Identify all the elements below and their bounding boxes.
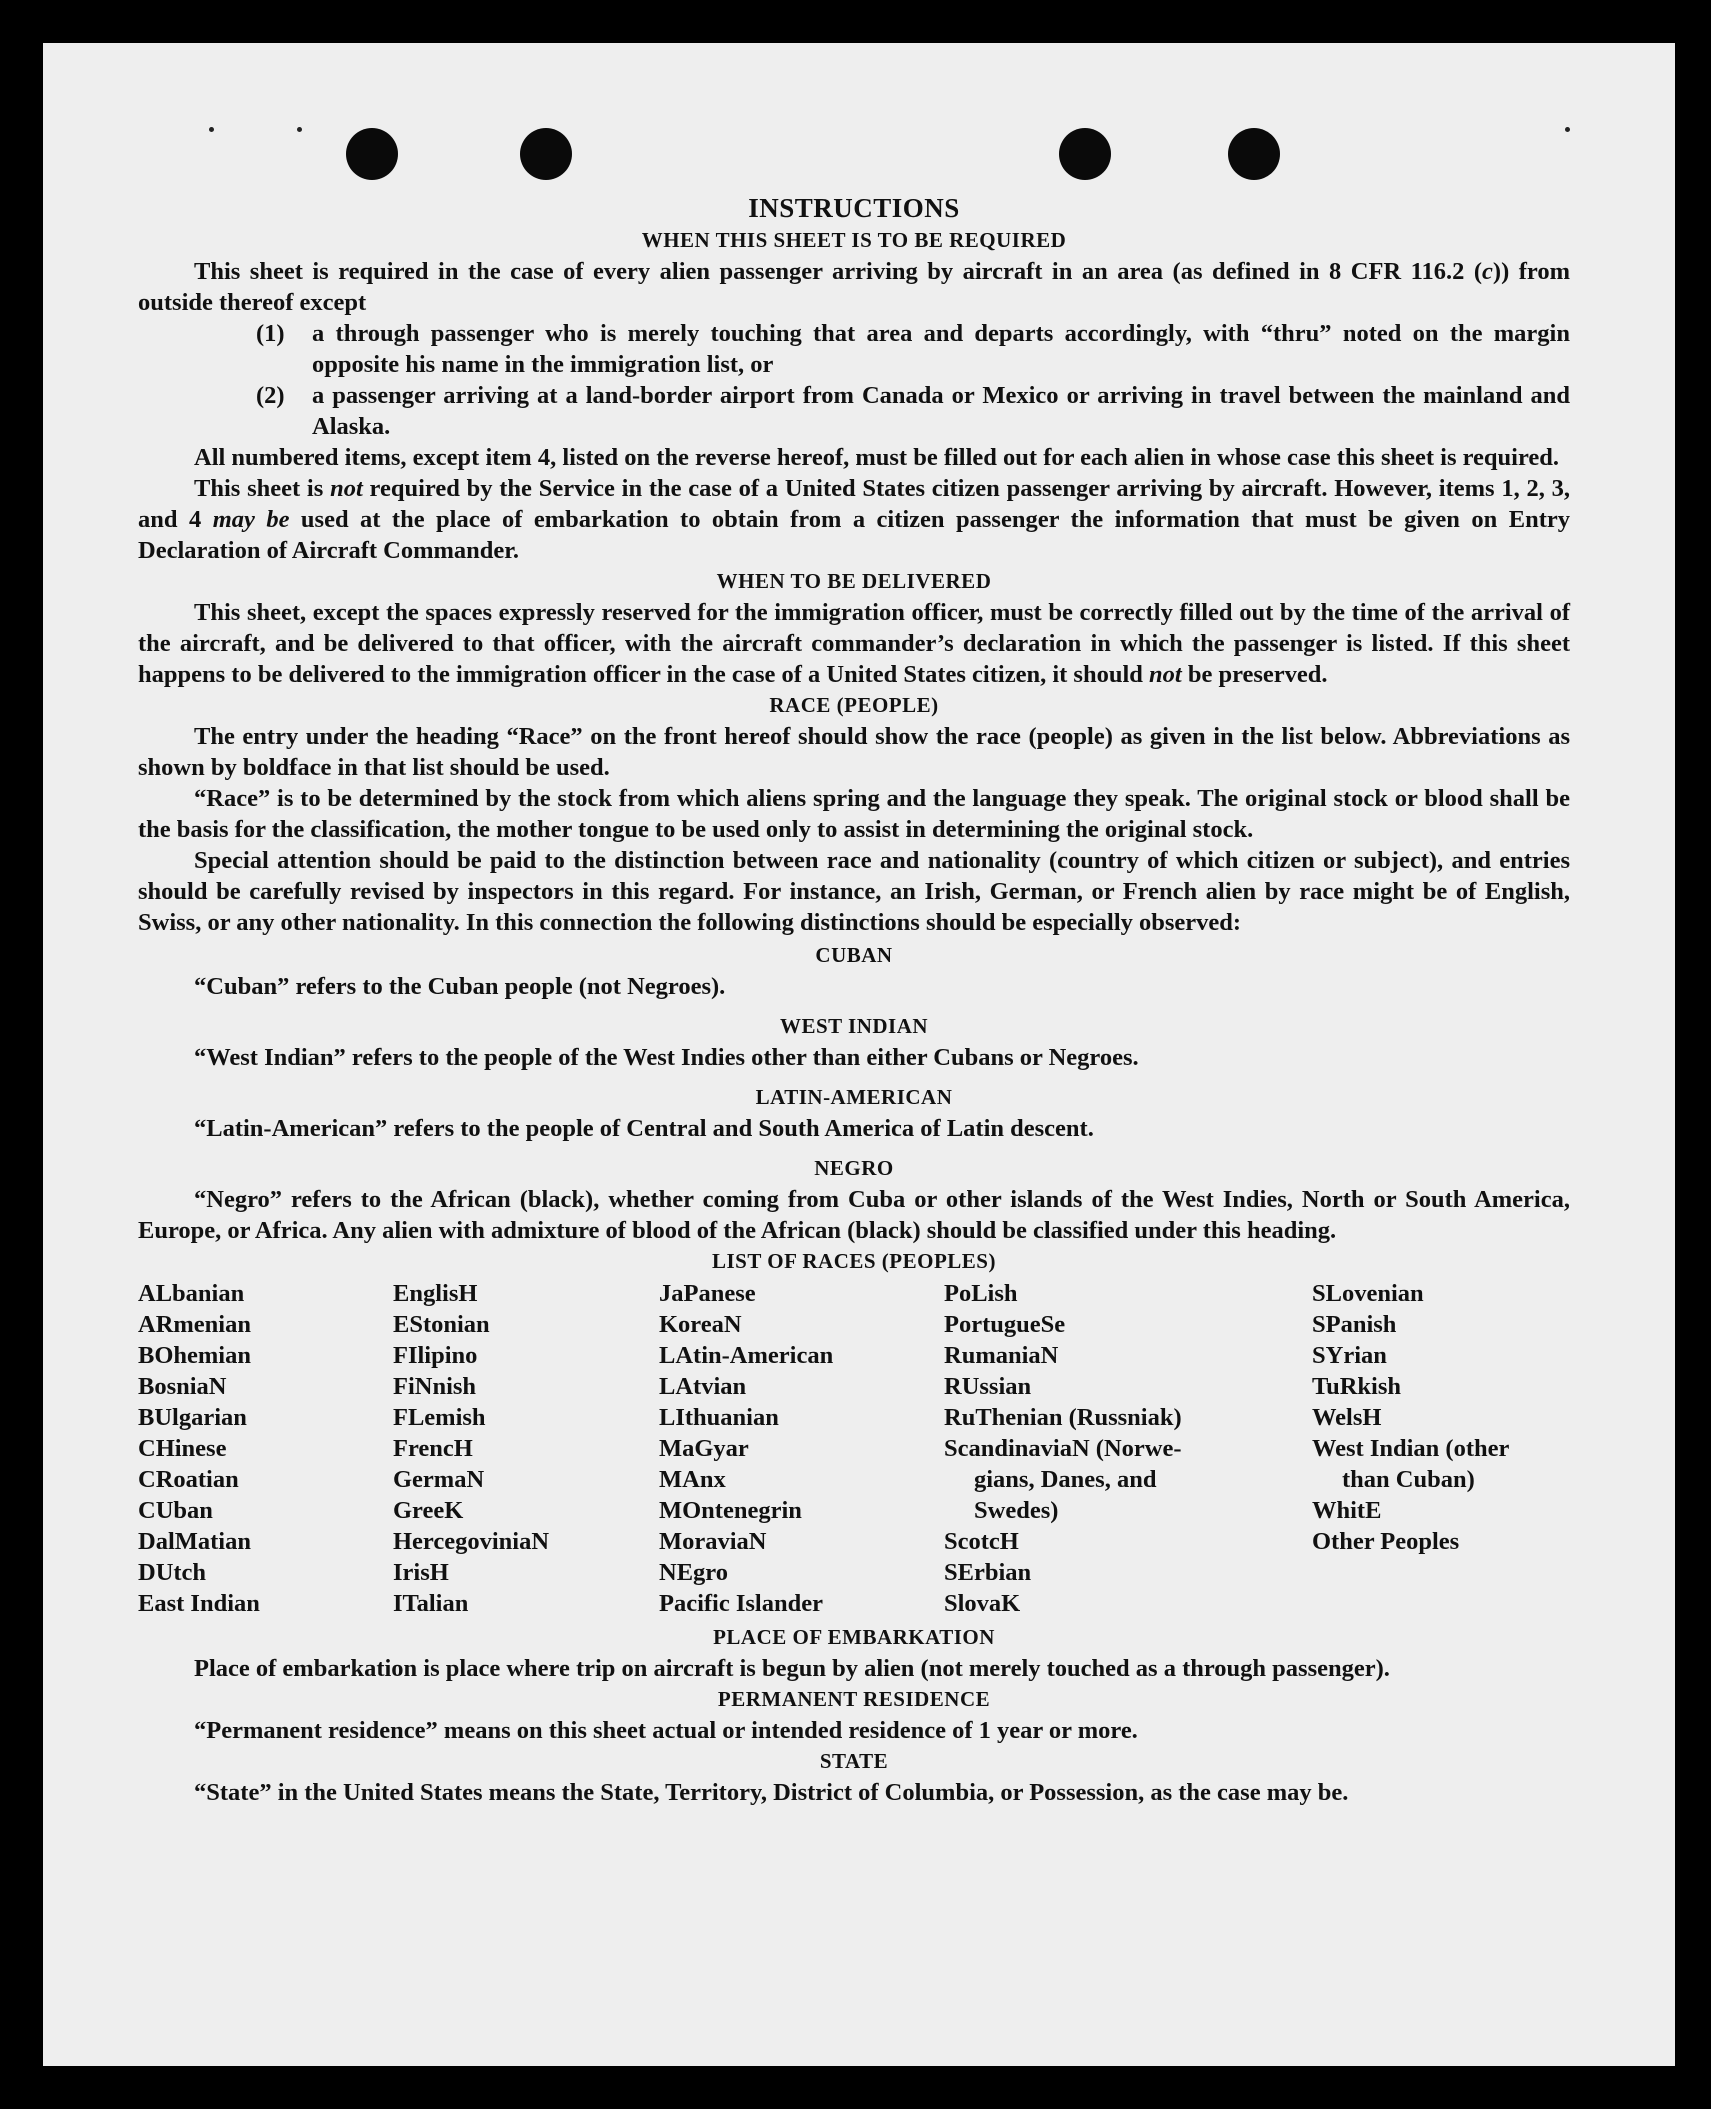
race-entry: CHinese (138, 1435, 227, 1462)
race-entry: EStonian (393, 1311, 490, 1338)
race-entry: EnglisH (393, 1280, 478, 1307)
races-column (393, 1278, 659, 1619)
race-entry: RumaniaN (944, 1342, 1059, 1369)
section-heading-delivered: WHEN TO BE DELIVERED (716, 569, 992, 593)
section-heading-embarkation: PLACE OF EMBARKATION (713, 1625, 995, 1649)
races-column (659, 1278, 944, 1619)
race-entry: SlovaK (944, 1590, 1021, 1617)
race-entry: CUban (138, 1497, 213, 1524)
race-entry: LAtvian (659, 1373, 747, 1400)
race-entry: LAtin-American (659, 1342, 834, 1369)
race-entry: MoraviaN (659, 1528, 767, 1555)
race-entry: ARmenian (138, 1311, 251, 1338)
race-entry: PortugueSe (944, 1311, 1066, 1338)
paragraph: Special attention should be paid to the distinction between race and nationality (country of which citizen or subject), and entries should be carefully revised by inspectors in this regard. For instance, an Irish, German, or French alien by race might be of English, Swiss, or any other nationality. In this connection the following distinctions should be especially observed: (138, 847, 1570, 936)
race-entry: RuThenian (Russniak) (944, 1404, 1182, 1431)
paragraph: “Race” is to be determined by the stock from which aliens spring and the language they speak. The original stock or blood shall be the basis for the classification, the mother tongue to be used only to assist in determining the original stock. (138, 785, 1570, 843)
race-entry: ALbanian (138, 1280, 245, 1307)
race-entry: FrencH (393, 1435, 473, 1462)
paragraph: All numbered items, except item 4, listed on the reverse hereof, must be filled out for each alien in whose case this sheet is required. (194, 444, 1560, 471)
section-heading-latin-american: LATIN-AMERICAN (755, 1085, 953, 1109)
section-heading-west-indian: WEST INDIAN (779, 1014, 929, 1038)
race-entry: WelsH (1312, 1404, 1382, 1431)
race-entry: KoreaN (659, 1311, 742, 1338)
race-entry: JaPanese (659, 1280, 756, 1307)
paragraph: “Permanent residence” means on this sheet actual or intended residence of 1 year or more. (194, 1717, 1138, 1744)
punch-hole (1228, 128, 1280, 180)
race-entry-continued: Swedes) (974, 1497, 1059, 1524)
punch-hole (346, 128, 398, 180)
paragraph: This sheet is not required by the Service in the case of a United States citizen passenger arriving by aircraft. However, items 1, 2, 3, and 4 may be used at the place of embarkation to obtain from a citizen passenger the information that must be given on Entry Declaration of Aircraft Commander. (138, 475, 1571, 564)
paragraph: “West Indian” refers to the people of the West Indies other than either Cubans or Negroes. (194, 1044, 1139, 1071)
race-entry: BosniaN (138, 1373, 227, 1400)
paragraph: “State” in the United States means the State, Territory, District of Columbia, or Possession, as the case may be. (194, 1779, 1349, 1806)
section-heading-residence: PERMANENT RESIDENCE (717, 1687, 991, 1711)
paragraph: “Negro” refers to the African (black), whether coming from Cuba or other islands of the West Indies, North or South America, Europe, or Africa. Any alien with admixture of blood of the African (black) should be classified under this heading. (138, 1186, 1570, 1244)
list-item: (2) a passenger arriving at a land-border airport from Canada or Mexico or arriving in travel between the mainland and Alaska. (256, 382, 1570, 440)
race-entry: SPanish (1312, 1311, 1397, 1338)
instructions-body (138, 193, 1570, 1808)
race-entry: BUlgarian (138, 1404, 247, 1431)
race-entry: ITalian (393, 1590, 469, 1617)
speck-mark (297, 127, 302, 132)
races-column (944, 1278, 1312, 1619)
race-entry: TuRkish (1312, 1373, 1402, 1400)
race-entry-continued: gians, Danes, and (974, 1466, 1157, 1493)
race-entry: DalMatian (138, 1528, 251, 1555)
race-entry: Pacific Islander (659, 1590, 823, 1617)
race-entry: East Indian (138, 1590, 260, 1617)
race-entry: Other Peoples (1312, 1528, 1460, 1555)
paragraph: The entry under the heading “Race” on the front hereof should show the race (people) as given in the list below. Abbreviations as shown by boldface in that list should be used. (138, 723, 1570, 781)
section-heading-list-of-races: LIST OF RACES (PEOPLES) (712, 1249, 996, 1273)
race-entry: DUtch (138, 1559, 207, 1586)
race-entry: FIlipino (393, 1342, 478, 1369)
races-list (138, 1278, 1570, 1619)
speck-mark (1565, 127, 1570, 132)
race-entry: SLovenian (1312, 1280, 1424, 1307)
race-entry: RUssian (944, 1373, 1032, 1400)
race-entry: SYrian (1312, 1342, 1387, 1369)
paragraph: “Latin-American” refers to the people of Central and South America of Latin descent. (194, 1115, 1094, 1142)
race-entry: MOntenegrin (659, 1497, 802, 1524)
punch-hole (1059, 128, 1111, 180)
punch-hole (520, 128, 572, 180)
paragraph: Place of embarkation is place where trip on aircraft is begun by alien (not merely touched as a through passenger). (194, 1655, 1390, 1682)
section-heading-required: WHEN THIS SHEET IS TO BE REQUIRED (641, 228, 1067, 252)
race-entry: CRoatian (138, 1466, 239, 1493)
race-entry: HercegoviniaN (393, 1528, 550, 1555)
section-heading-state: STATE (819, 1749, 889, 1773)
document-page (43, 43, 1675, 2066)
race-entry: IrisH (393, 1559, 449, 1586)
race-entry: ScotcH (944, 1528, 1019, 1555)
race-entry: WhitE (1312, 1497, 1382, 1524)
race-entry: LIthuanian (659, 1404, 779, 1431)
race-entry: FLemish (393, 1404, 486, 1431)
section-heading-race: RACE (PEOPLE) (769, 693, 939, 717)
paragraph: This sheet, except the spaces expressly reserved for the immigration officer, must be correctly filled out by the time of the arrival of the aircraft, and be delivered to that officer, with the aircraft commander’s declaration in which the passenger is listed. If this sheet happens to be delivered to the immigration officer in the case of a United States citizen, it should not be preserved. (138, 599, 1570, 688)
race-entry: SErbian (944, 1559, 1032, 1586)
race-entry-continued: than Cuban) (1342, 1466, 1475, 1493)
race-entry: PoLish (944, 1280, 1018, 1307)
race-entry: MaGyar (659, 1435, 749, 1462)
list-item: (1) a through passenger who is merely touching that area and departs accordingly, with “thru” noted on the margin opposite his name in the immigration list, or (256, 320, 1570, 378)
race-entry: ScandinaviaN (Norwe- (944, 1435, 1182, 1462)
race-entry: BOhemian (138, 1342, 251, 1369)
section-heading-negro: NEGRO (814, 1156, 894, 1180)
race-entry: MAnx (659, 1466, 726, 1493)
race-entry: GermaN (393, 1466, 485, 1493)
races-column (138, 1278, 393, 1619)
paragraph: This sheet is required in the case of every alien passenger arriving by aircraft in an area (as defined in 8 CFR 116.2 (c)) from outside thereof except (138, 258, 1570, 316)
paragraph: “Cuban” refers to the Cuban people (not Negroes). (194, 973, 726, 1000)
races-column (1312, 1278, 1570, 1619)
speck-mark (209, 127, 214, 132)
section-heading-cuban: CUBAN (815, 943, 893, 967)
race-entry: NEgro (659, 1559, 728, 1586)
page-title: INSTRUCTIONS (748, 193, 960, 223)
race-entry: GreeK (393, 1497, 464, 1524)
race-entry: West Indian (other (1312, 1435, 1510, 1462)
race-entry: FiNnish (393, 1373, 477, 1400)
